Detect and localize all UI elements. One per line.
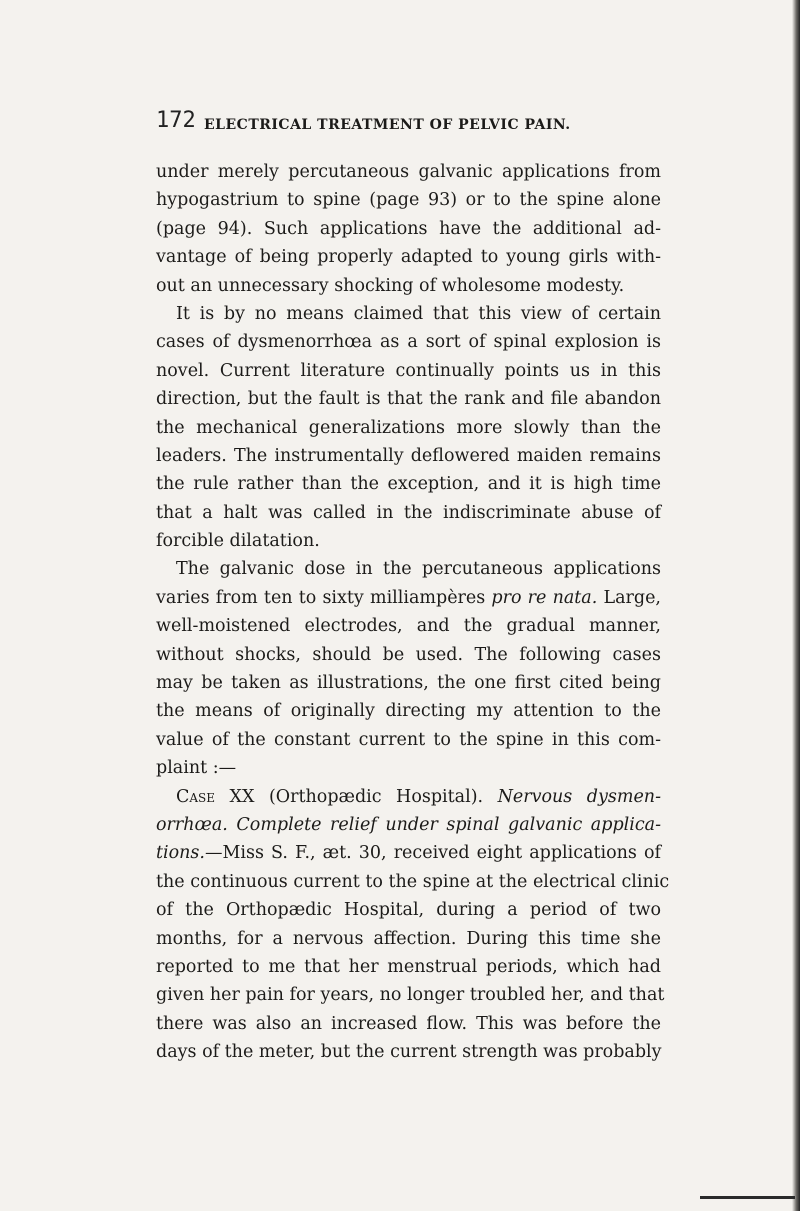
- text-run: varies from ten to sixty milliampères: [156, 587, 492, 608]
- page-number: 172: [156, 108, 196, 133]
- text-line: of the Orthopædic Hospital, during a period of two: [156, 900, 661, 921]
- text-line: out an unnecessary shocking of wholesome modesty.: [156, 275, 625, 296]
- text-line: novel. Current literature continually points us in this: [156, 360, 661, 381]
- text-line: given her pain for years, no longer troubled her, and that: [156, 985, 665, 1006]
- bottom-edge-mark: [700, 1196, 795, 1199]
- text-line: leaders. The instrumentally deflowered maiden remains: [156, 445, 661, 466]
- italic-text-run: pro re nata.: [491, 587, 598, 608]
- italic-text-run: Nervous dysmen-: [497, 786, 661, 807]
- text-line: the rule rather than the exception, and it is high time: [156, 474, 661, 495]
- text-line: direction, but the fault is that the rank and file abandon: [156, 389, 661, 410]
- text-line: cases of dysmenorrhœa as a sort of spinal explosion is: [156, 332, 661, 353]
- page-header: [156, 108, 661, 148]
- text-line: the continuous current to the spine at the electrical clinic: [156, 871, 670, 892]
- text-run: XX (Orthopædic Hospital).: [215, 786, 498, 807]
- text-line: that a halt was called in the indiscriminate abuse of: [156, 502, 661, 523]
- book-page: [156, 108, 670, 1063]
- text-line: [156, 811, 661, 839]
- text-line: vantage of being properly adapted to young girls with-: [156, 247, 661, 268]
- text-line: reported to me that her menstrual periods, which had: [156, 956, 661, 977]
- text-line: without shocks, should be used. The following cases: [156, 644, 661, 665]
- page-edge-shadow: [792, 0, 800, 1211]
- text-line: there was also an increased flow. This was before the: [156, 1013, 661, 1034]
- italic-text-run: tions.: [156, 843, 205, 864]
- text-line: [156, 839, 661, 867]
- text-run: —Miss S. F., æt. 30, received eight applications of: [204, 843, 661, 864]
- text-line: the means of originally directing my attention to the: [156, 701, 661, 722]
- text-line: The galvanic dose in the percutaneous applications: [176, 559, 661, 580]
- text-line: It is by no means claimed that this view of certain: [176, 303, 661, 324]
- running-title: ELECTRICAL TREATMENT OF PELVIC PAIN.: [204, 117, 571, 133]
- text-line: value of the constant current to the spine in this com-: [156, 729, 661, 750]
- italic-text-run: orrhœa. Complete relief under spinal galvanic applica-: [156, 814, 661, 835]
- page-body-text: [156, 158, 670, 1067]
- text-line: may be taken as illustrations, the one first cited being: [156, 673, 661, 694]
- text-run: Large,: [597, 587, 661, 608]
- text-line: well-moistened electrodes, and the gradual manner,: [156, 616, 661, 637]
- text-line: the mechanical generalizations more slowly than the: [156, 417, 661, 438]
- text-line: months, for a nervous affection. During this time she: [156, 928, 661, 949]
- text-line: hypogastrium to spine (page 93) or to the spine alone: [156, 190, 661, 211]
- text-line: plaint :—: [156, 758, 237, 779]
- text-line: (page 94). Such applications have the additional ad-: [156, 218, 661, 239]
- text-line: [156, 783, 661, 811]
- text-line: forcible dilatation.: [156, 531, 320, 552]
- case-label: Case: [176, 786, 216, 807]
- text-line: under merely percutaneous galvanic applications from: [156, 162, 661, 182]
- text-line: days of the meter, but the current strength was probably: [156, 1042, 662, 1063]
- text-line: [156, 584, 661, 612]
